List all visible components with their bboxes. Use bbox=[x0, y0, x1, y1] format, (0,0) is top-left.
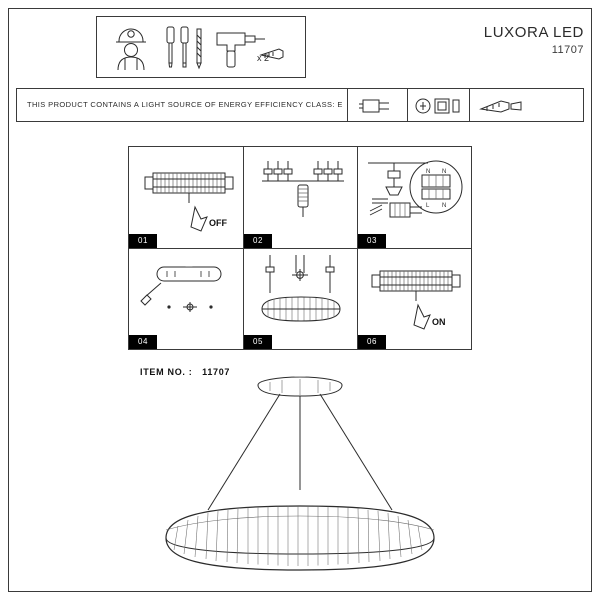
step-04-badge: 04 bbox=[129, 335, 157, 349]
svg-text:N: N bbox=[426, 169, 431, 175]
step-05-badge: 05 bbox=[244, 335, 272, 349]
divider bbox=[347, 89, 348, 121]
canopy-plate-icon bbox=[139, 257, 235, 327]
header-area bbox=[16, 16, 584, 78]
svg-text:N: N bbox=[442, 169, 447, 175]
class-ii-symbol bbox=[413, 94, 465, 118]
step-03-badge: 03 bbox=[358, 234, 386, 248]
energy-label-bar bbox=[16, 88, 584, 122]
worker-icon bbox=[109, 25, 153, 71]
led-module-symbol bbox=[475, 94, 533, 118]
svg-text:L: L bbox=[426, 203, 430, 209]
steps-grid bbox=[128, 146, 472, 350]
step-06-label: ON bbox=[432, 317, 446, 327]
divider bbox=[407, 89, 408, 121]
step-01 bbox=[129, 147, 243, 248]
svg-text:N: N bbox=[442, 203, 447, 209]
svg-text:___: ___ bbox=[185, 262, 193, 267]
step-01-badge: 01 bbox=[129, 234, 157, 248]
product-model: 11707 bbox=[551, 44, 584, 56]
divider bbox=[469, 89, 470, 121]
drill-bit-icon bbox=[197, 29, 201, 68]
step-02 bbox=[244, 147, 357, 248]
screwdriver-icon bbox=[181, 27, 188, 67]
energy-class-text: THIS PRODUCT CONTAINS A LIGHT SOURCE OF ENERGY EFFICIENCY CLASS: E bbox=[27, 100, 343, 109]
step-02-badge: 02 bbox=[244, 234, 272, 248]
step-03 bbox=[358, 147, 471, 248]
product-illustration bbox=[130, 370, 470, 585]
svg-text:____: ____ bbox=[294, 372, 306, 378]
item-number-value: 11707 bbox=[202, 367, 231, 377]
screwdriver-icon bbox=[167, 27, 174, 67]
step-06-badge: 06 bbox=[358, 335, 386, 349]
step-05 bbox=[244, 249, 357, 349]
plug-symbol bbox=[357, 95, 397, 117]
wiring-terminal-icon bbox=[364, 153, 468, 237]
suspension-wires-icon bbox=[258, 155, 348, 235]
step-01-label: OFF bbox=[209, 218, 227, 228]
tools-box bbox=[96, 16, 306, 78]
hand-pointer-icon bbox=[187, 205, 211, 233]
item-number-label: ITEM NO. : bbox=[140, 367, 193, 377]
title-block bbox=[344, 24, 584, 56]
hanging-fixture-icon bbox=[252, 253, 350, 335]
product-title: LUXORA LED bbox=[483, 24, 584, 41]
tool-icons bbox=[161, 23, 301, 73]
oval-shade bbox=[166, 506, 434, 570]
suspension-cables bbox=[208, 394, 392, 510]
tool-quantity-label: x 2 bbox=[257, 53, 270, 63]
hand-pointer-icon bbox=[410, 303, 434, 331]
step-04 bbox=[129, 249, 243, 349]
canopy-icon bbox=[258, 372, 342, 396]
step-06 bbox=[358, 249, 471, 349]
